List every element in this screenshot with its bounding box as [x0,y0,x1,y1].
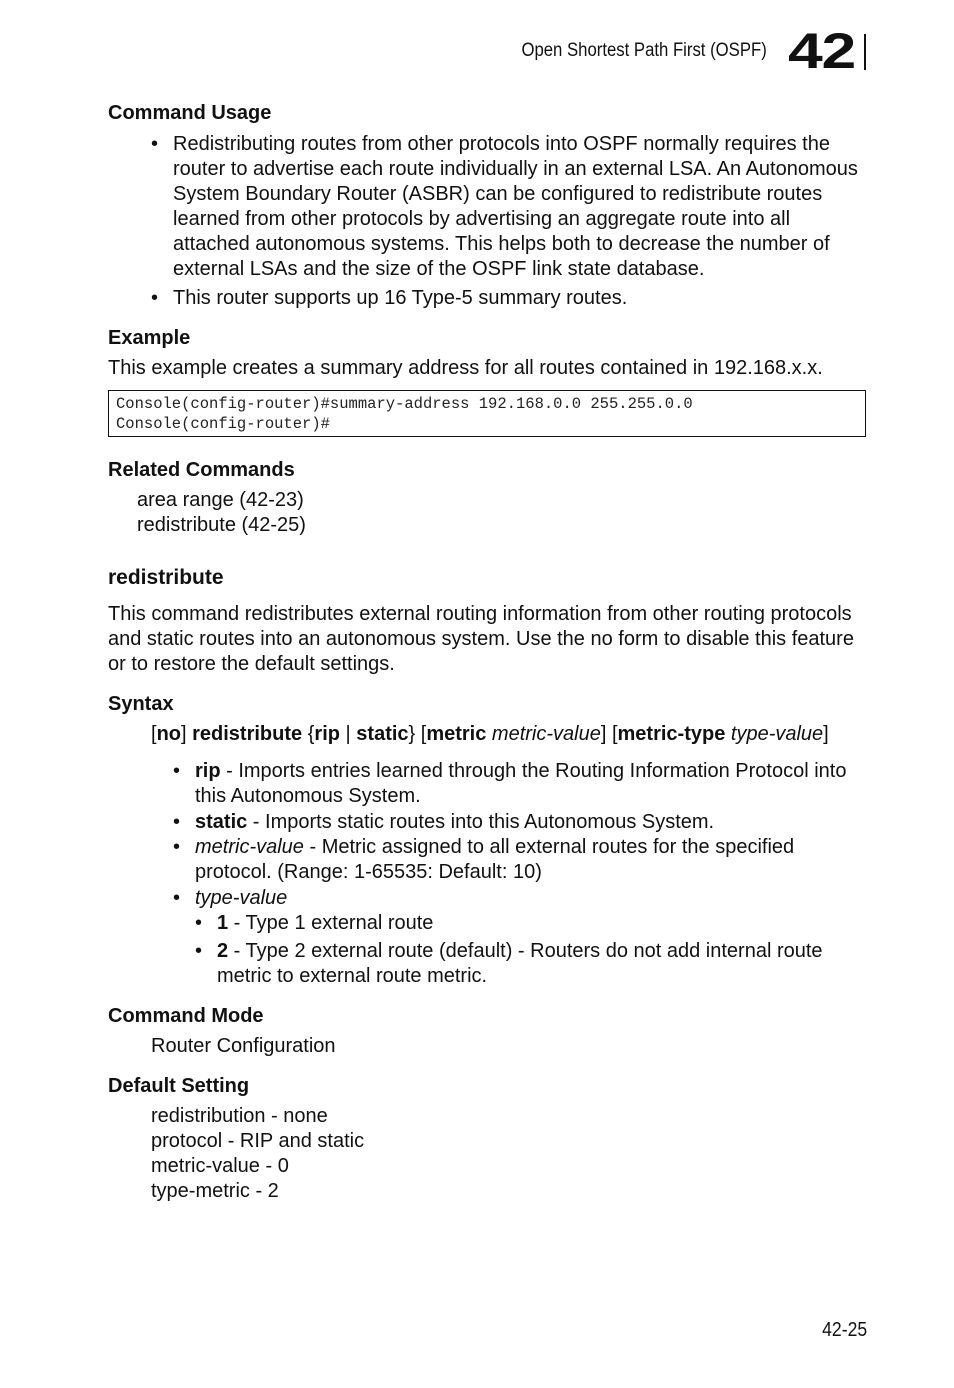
chapter-divider [864,34,866,70]
command-mode-value: Router Configuration [151,1035,336,1057]
param-term: metric-value [195,836,304,858]
arg-metric-value: metric-value [491,723,601,745]
desc-line: This command redistributes external routing information from other routing protocols [108,603,852,625]
default-setting-heading: Default Setting [108,1075,250,1097]
param-type-1 [217,911,433,936]
keyword-static: static [356,723,409,745]
param-desc: protocol. (Range: 1-65535: Default: 10) [195,861,542,883]
param-type-value [195,886,287,911]
example-text: This example creates a summary address for all routes contained in 192.168.x.x. [108,357,823,379]
default-item: type-metric - 2 [151,1180,279,1202]
related-commands-list [137,488,306,538]
bracket: ] [ [600,723,618,745]
syntax-heading: Syntax [108,693,174,715]
chapter-number: 42 [788,23,856,79]
param-desc: - Metric assigned to all external routes for the specified [303,836,795,858]
keyword-rip: rip [314,723,340,745]
bullet-line: Redistributing routes from other protocols into OSPF normally requires the [173,133,830,155]
param-rip [195,759,846,809]
bullet-line: learned from other protocols by advertising an aggregate route into all [173,208,791,230]
param-metric-value [195,835,794,885]
bracket: [ [151,723,157,745]
desc-line: and static routes into an autonomous system. Use the no form to disable this feature [108,628,854,650]
param-term: static [195,811,248,833]
bullet-line: System Boundary Router (ASBR) can be configured to redistribute routes [173,183,823,205]
command-usage-bullet-1 [173,132,858,282]
bullet-line: external LSAs and the size of the OSPF link state database. [173,258,705,280]
redistribute-description [108,602,854,677]
bullet-line: attached autonomous systems. This helps both to decrease the number of [173,233,830,255]
keyword-metric: metric [426,723,487,745]
default-setting-list [151,1104,364,1204]
param-static [195,810,714,835]
command-usage-bullet-2 [173,286,627,311]
desc-line: or to restore the default settings. [108,653,395,675]
command-mode-heading: Command Mode [108,1005,264,1027]
code-line: Console(config-router)#summary-address 192.168.0.0 255.255.0.0 [116,395,693,413]
param-desc: - Imports static routes into this Autonomous System. [247,811,715,833]
default-item: metric-value - 0 [151,1155,289,1177]
related-command-link[interactable]: redistribute (42-25) [137,514,306,536]
keyword-metric-type: metric-type [617,723,726,745]
param-type-2 [217,939,823,989]
bracket: ] [823,723,829,745]
running-header-title: Open Shortest Path First (OSPF) [521,40,767,61]
bracket: { [302,723,315,745]
param-desc: - Imports entries learned through the Routing Information Protocol into [220,760,847,782]
param-desc: this Autonomous System. [195,785,421,807]
example-heading: Example [108,327,191,349]
bullet-line: This router supports up 16 Type-5 summary routes. [173,287,628,309]
keyword-no: no [156,723,181,745]
related-command-link[interactable]: area range (42-23) [137,489,304,511]
param-desc: - Type 2 external route (default) - Routers do not add internal route [228,940,823,962]
bracket: ] [181,723,193,745]
pipe: | [339,723,357,745]
keyword-redistribute: redistribute [192,723,303,745]
code-example [108,390,866,437]
param-term: type-value [195,887,288,909]
default-item: redistribution - none [151,1105,328,1127]
syntax-line [151,722,829,747]
param-term: 1 [217,912,229,934]
code-line: Console(config-router)# [116,415,330,433]
param-term: 2 [217,940,229,962]
related-commands-heading: Related Commands [108,459,295,481]
param-term: rip [195,760,221,782]
bullet-line: router to advertise each route individually in an external LSA. An Autonomous [173,158,858,180]
command-usage-heading: Command Usage [108,102,272,124]
default-item: protocol - RIP and static [151,1130,365,1152]
param-desc: - Type 1 external route [228,912,434,934]
page-number: 42-25 [821,1319,867,1341]
section-title-redistribute: redistribute [108,566,224,589]
arg-type-value: type-value [730,723,824,745]
bracket: } [ [408,723,427,745]
param-desc: metric to external route metric. [217,965,488,987]
